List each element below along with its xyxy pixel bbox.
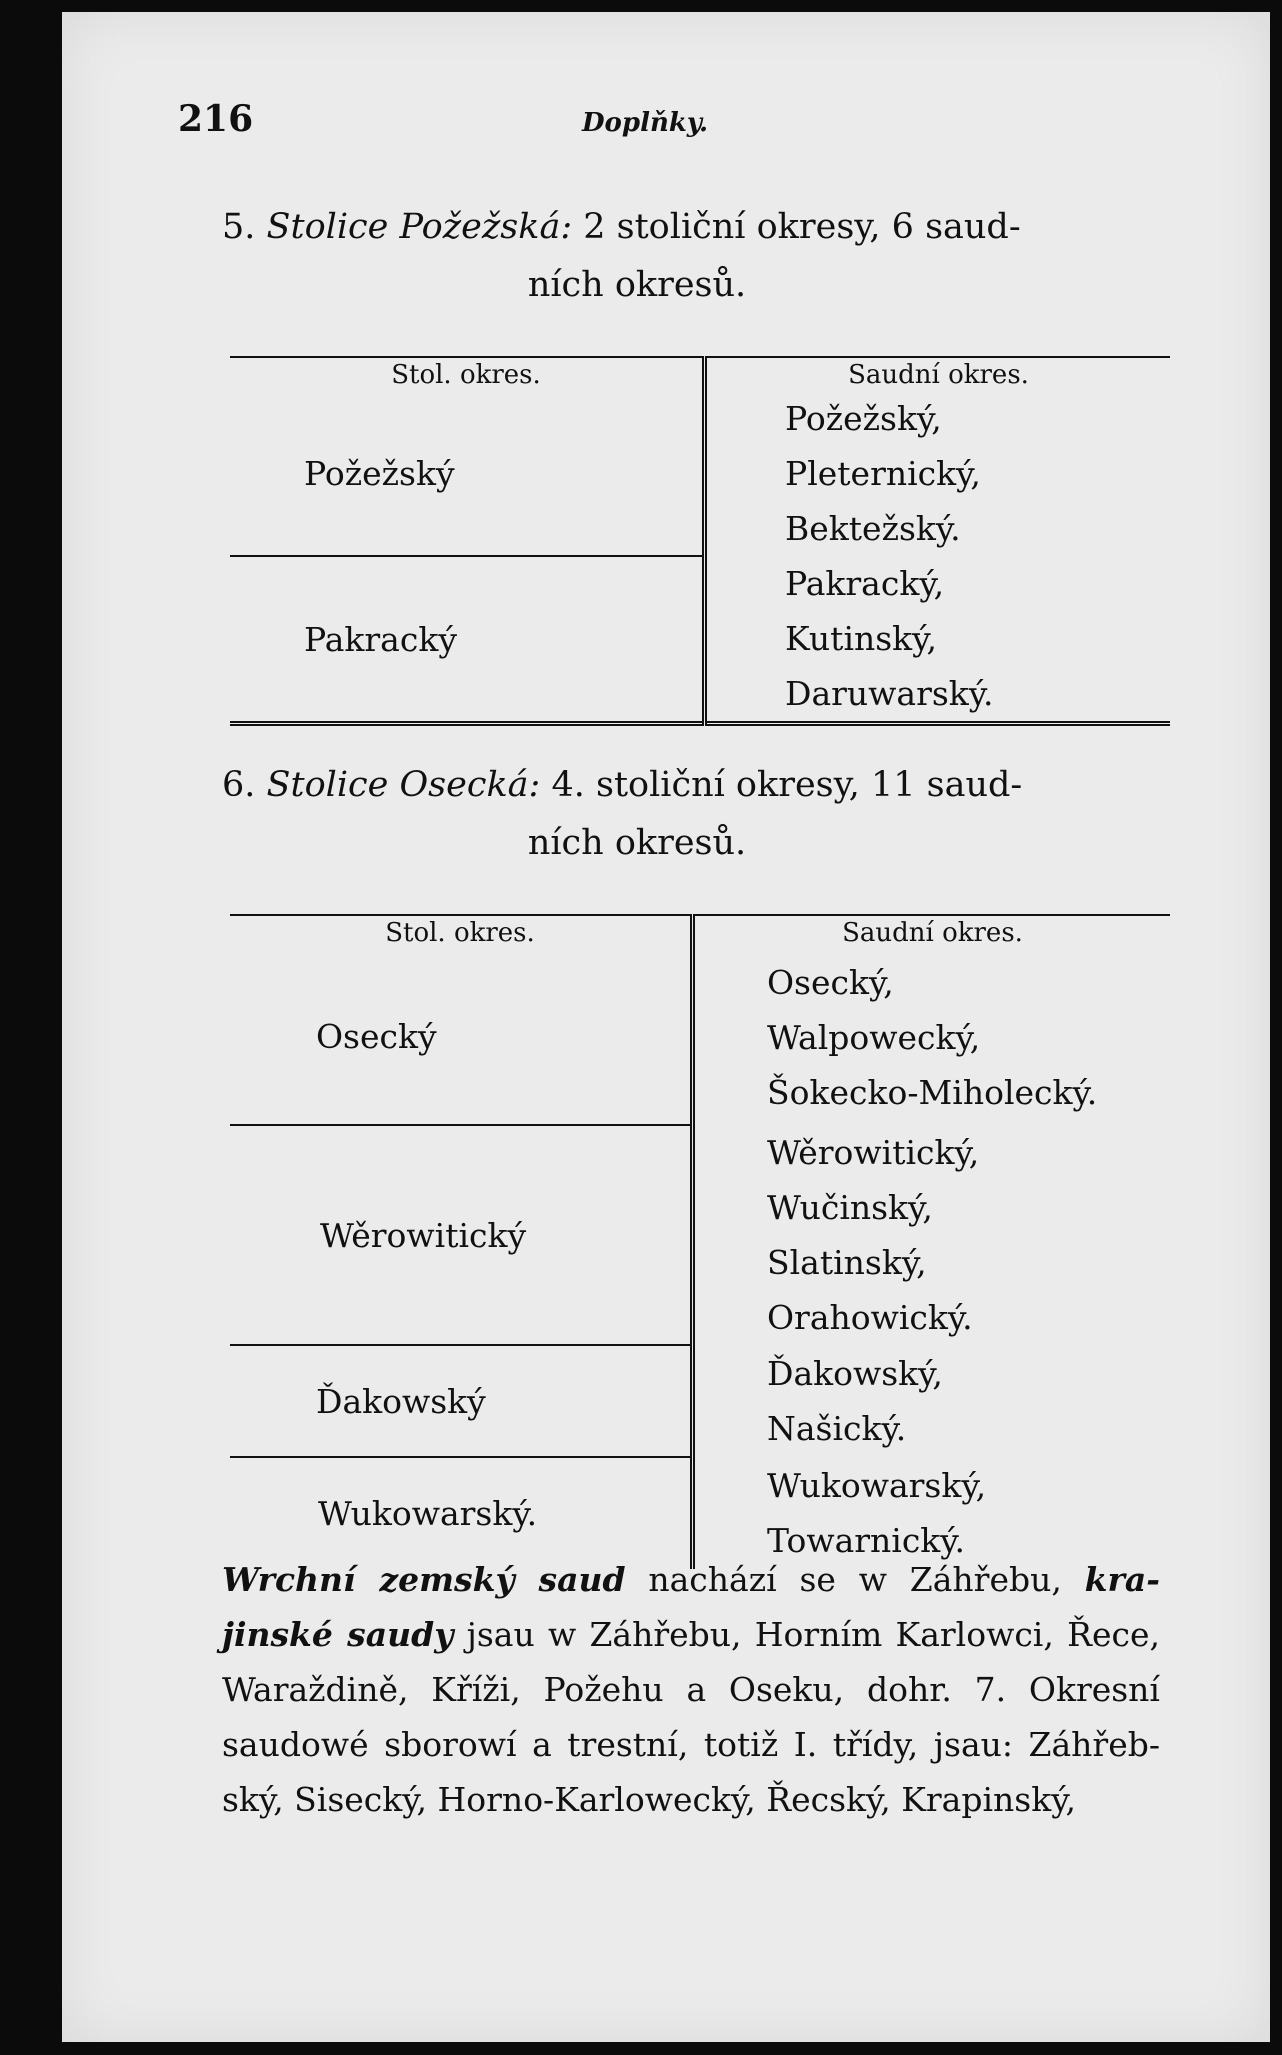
saud-item: Pakracký, <box>785 564 945 603</box>
section-5-number: 5. <box>222 207 256 247</box>
section-6-number: 6. <box>222 765 256 805</box>
section-6-heading <box>222 756 1152 872</box>
saud-item: Požežský, <box>785 399 942 438</box>
table-row <box>230 1345 1170 1457</box>
stol-cell: Ďakowský <box>230 1345 693 1457</box>
saud-cell <box>693 1125 1171 1345</box>
section-5-desc-line1: 2 stoliční okresy, 6 saud- <box>583 207 1021 247</box>
section-6-desc-line1: 4. stoliční okresy, 11 saud- <box>551 765 1023 805</box>
page-header <box>0 98 1282 148</box>
section-6-name: Stolice Osecká: <box>266 765 541 805</box>
para-text-2: jsau w Záhřebu, Horním Karlowci, Řece, Waraždině, Kříži, Požehu a Oseku, dohr. 7. Okresní saudowé sborowí a trestní, totiž I. třídy, jsau: Záhřeb-ský, Sisecký, Horno-Karlowecký, Řecský, Krapinský, <box>222 1615 1160 1819</box>
col-head-stol: Stol. okres. <box>230 915 693 949</box>
section-5-desc-line2: ních okresů. <box>527 265 747 305</box>
saud-cell <box>693 1345 1171 1457</box>
table-row <box>230 1125 1170 1345</box>
saud-item: Walpowecký, <box>767 1017 981 1057</box>
body-paragraph <box>222 1552 1160 1827</box>
col-head-stol: Stol. okres. <box>230 357 705 391</box>
page-number: 216 <box>178 98 254 140</box>
saud-item: Wukowarský, <box>767 1466 987 1505</box>
saud-item: Slatinský, <box>767 1243 927 1282</box>
saud-item: Šokecko-Miholecký. <box>767 1072 1098 1112</box>
saud-item: Osecký, <box>767 962 894 1002</box>
section-6-table <box>230 914 1170 1569</box>
saud-item: Towarnický. <box>767 1521 966 1560</box>
section-5-table <box>230 356 1170 726</box>
saud-item: Wěrowitický, <box>767 1133 980 1172</box>
para-text-1: nachází se w Záhřebu, <box>625 1560 1085 1599</box>
saud-cell <box>705 391 1171 556</box>
stol-cell: Pakracký <box>230 556 705 724</box>
saud-item: Kutinský, <box>785 619 937 658</box>
para-italic-1: Wrchní zemský saud <box>222 1560 626 1599</box>
saud-item: Našický. <box>767 1409 907 1448</box>
table-row <box>230 556 1170 724</box>
saud-item: Wučinský, <box>767 1188 933 1227</box>
stol-cell: Osecký <box>230 949 693 1125</box>
saud-item: Orahowický. <box>767 1298 973 1337</box>
saud-cell <box>693 949 1171 1125</box>
running-title: Doplňky. <box>582 108 709 138</box>
section-5-name: Stolice Požežská: <box>266 207 573 247</box>
saud-item: Pleternický, <box>785 454 981 493</box>
section-6-desc-line2: ních okresů. <box>527 823 747 863</box>
table-row <box>230 949 1170 1125</box>
col-head-saud: Saudní okres. <box>842 917 1023 948</box>
saud-cell <box>705 556 1171 724</box>
stol-cell: Požežský <box>230 391 705 556</box>
para-italic-2: kra-jinské saudy <box>222 1560 1161 1654</box>
table-row <box>230 391 1170 556</box>
col-head-saud: Saudní okres. <box>848 359 1029 390</box>
section-5-heading <box>222 198 1152 314</box>
stol-cell: Wěrowitický <box>230 1125 693 1345</box>
saud-item: Bektežský. <box>785 509 961 548</box>
stol-cell: Wukowarský. <box>230 1457 693 1569</box>
saud-item: Ďakowský, <box>767 1354 943 1393</box>
saud-item: Daruwarský. <box>785 674 994 713</box>
